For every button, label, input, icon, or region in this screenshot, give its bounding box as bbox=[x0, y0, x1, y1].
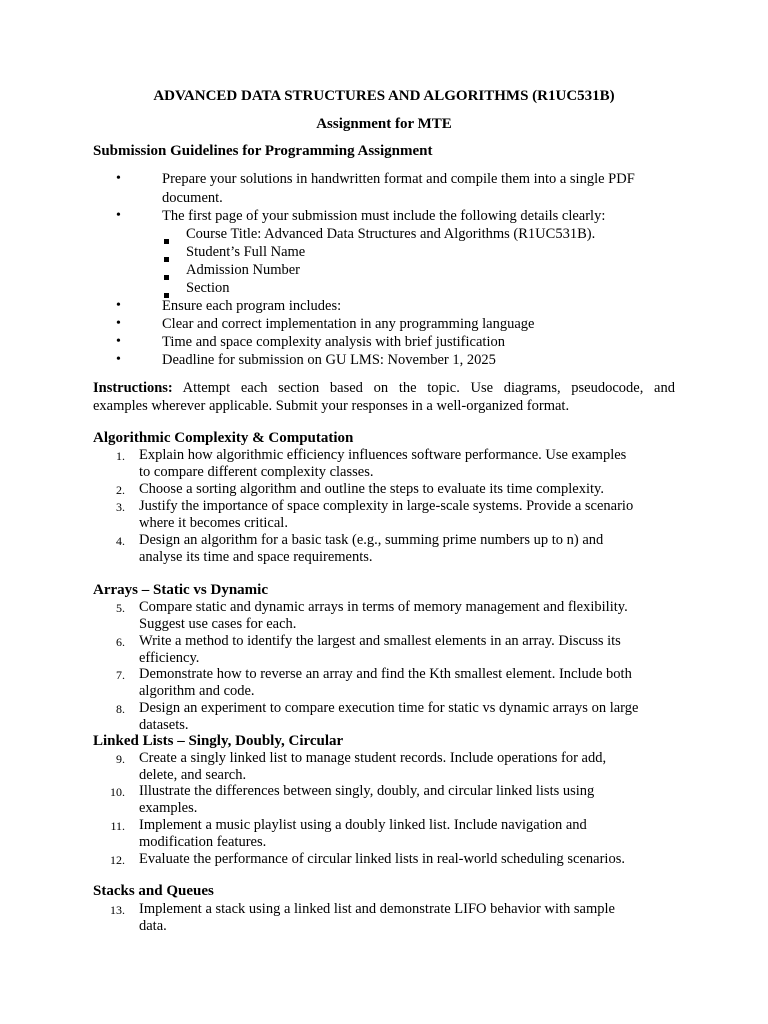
question-9-line-1: Create a singly linked list to manage student records. Include operations for add, bbox=[139, 750, 607, 766]
square-bullet bbox=[164, 231, 169, 249]
section-heading-arrays: Arrays – Static vs Dynamic bbox=[93, 582, 268, 598]
question-5-line-2: Suggest use cases for each. bbox=[139, 616, 297, 632]
section-heading-linked-lists: Linked Lists – Singly, Doubly, Circular bbox=[93, 733, 344, 749]
bullet-marker: • bbox=[116, 352, 121, 367]
detail-section: Section bbox=[186, 280, 230, 296]
instructions-text-1: Attempt each section based on the topic. Use diagrams, pseudocode, and bbox=[182, 380, 675, 396]
question-8-line-1: Design an experiment to compare execution time for static vs dynamic arrays on large bbox=[139, 700, 639, 716]
bullet-marker: • bbox=[116, 316, 121, 331]
guideline-5: Time and space complexity analysis with brief justification bbox=[162, 334, 505, 350]
bullet-marker: • bbox=[116, 298, 121, 313]
question-3-line-1: Justify the importance of space complexity in large-scale systems. Provide a scenario bbox=[139, 498, 634, 514]
detail-admission-number: Admission Number bbox=[186, 262, 300, 278]
instructions-line-1 bbox=[93, 380, 675, 397]
section-heading-stacks-queues: Stacks and Queues bbox=[93, 883, 214, 899]
question-12-line-1: Evaluate the performance of circular linked lists in real-world scheduling scenarios. bbox=[139, 851, 625, 867]
question-1-line-2: to compare different complexity classes. bbox=[139, 464, 374, 480]
question-number: 12. bbox=[110, 853, 125, 867]
bullet-marker: • bbox=[116, 171, 121, 186]
question-number: 8. bbox=[116, 702, 125, 716]
question-6-line-2: efficiency. bbox=[139, 650, 200, 666]
detail-course-title: Course Title: Advanced Data Structures and Algorithms (R1UC531B). bbox=[186, 226, 596, 242]
question-number: 11. bbox=[110, 819, 125, 833]
question-7-line-2: algorithm and code. bbox=[139, 683, 255, 699]
document-subtitle: Assignment for MTE bbox=[316, 116, 452, 132]
question-13-line-2: data. bbox=[139, 918, 167, 934]
guideline-2: The first page of your submission must include the following details clearly: bbox=[162, 208, 606, 224]
question-7-line-1: Demonstrate how to reverse an array and find the Kth smallest element. Include both bbox=[139, 666, 632, 682]
question-10-line-1: Illustrate the differences between singly, doubly, and circular linked lists using bbox=[139, 783, 595, 799]
question-3-line-2: where it becomes critical. bbox=[139, 515, 288, 531]
question-number: 13. bbox=[110, 903, 125, 917]
guideline-4: Clear and correct implementation in any programming language bbox=[162, 316, 535, 332]
bullet-marker: • bbox=[116, 334, 121, 349]
bullet-marker: • bbox=[116, 208, 121, 223]
question-1-line-1: Explain how algorithmic efficiency influences software performance. Use examples bbox=[139, 447, 627, 463]
question-11-line-1: Implement a music playlist using a doubly linked list. Include navigation and bbox=[139, 817, 587, 833]
question-number: 3. bbox=[116, 500, 125, 514]
guideline-3: Ensure each program includes: bbox=[162, 298, 342, 314]
instructions-label: Instructions: bbox=[93, 380, 173, 396]
question-number: 5. bbox=[116, 601, 125, 615]
question-number: 2. bbox=[116, 483, 125, 497]
square-bullet bbox=[164, 249, 169, 267]
question-number: 7. bbox=[116, 668, 125, 682]
section-heading-complexity: Algorithmic Complexity & Computation bbox=[93, 430, 354, 446]
question-5-line-1: Compare static and dynamic arrays in terms of memory management and flexibility. bbox=[139, 599, 628, 615]
question-9-line-2: delete, and search. bbox=[139, 767, 247, 783]
question-number: 1. bbox=[116, 449, 125, 463]
question-number: 4. bbox=[116, 534, 125, 548]
guideline-1-line-1: Prepare your solutions in handwritten format and compile them into a single PDF bbox=[162, 171, 635, 187]
question-number: 10. bbox=[110, 785, 125, 799]
document-title: ADVANCED DATA STRUCTURES AND ALGORITHMS (R1UC531B) bbox=[153, 88, 615, 104]
question-4-line-2: analyse its time and space requirements. bbox=[139, 549, 373, 565]
detail-student-name: Student’s Full Name bbox=[186, 244, 306, 260]
instructions-line-2: examples wherever applicable. Submit your responses in a well-organized format. bbox=[93, 398, 570, 414]
question-number: 6. bbox=[116, 635, 125, 649]
guideline-1-line-2: document. bbox=[162, 190, 223, 206]
question-13-line-1: Implement a stack using a linked list and demonstrate LIFO behavior with sample bbox=[139, 901, 615, 917]
question-4-line-1: Design an algorithm for a basic task (e.g., summing prime numbers up to n) and bbox=[139, 532, 604, 548]
guidelines-heading: Submission Guidelines for Programming Assignment bbox=[93, 143, 433, 159]
question-number: 9. bbox=[116, 752, 125, 766]
square-bullet bbox=[164, 267, 169, 285]
question-11-line-2: modification features. bbox=[139, 834, 267, 850]
question-10-line-2: examples. bbox=[139, 800, 198, 816]
guideline-6-deadline: Deadline for submission on GU LMS: November 1, 2025 bbox=[162, 352, 496, 368]
question-6-line-1: Write a method to identify the largest and smallest elements in an array. Discuss its bbox=[139, 633, 621, 649]
question-2-line-1: Choose a sorting algorithm and outline the steps to evaluate its time complexity. bbox=[139, 481, 604, 497]
question-8-line-2: datasets. bbox=[139, 717, 189, 733]
